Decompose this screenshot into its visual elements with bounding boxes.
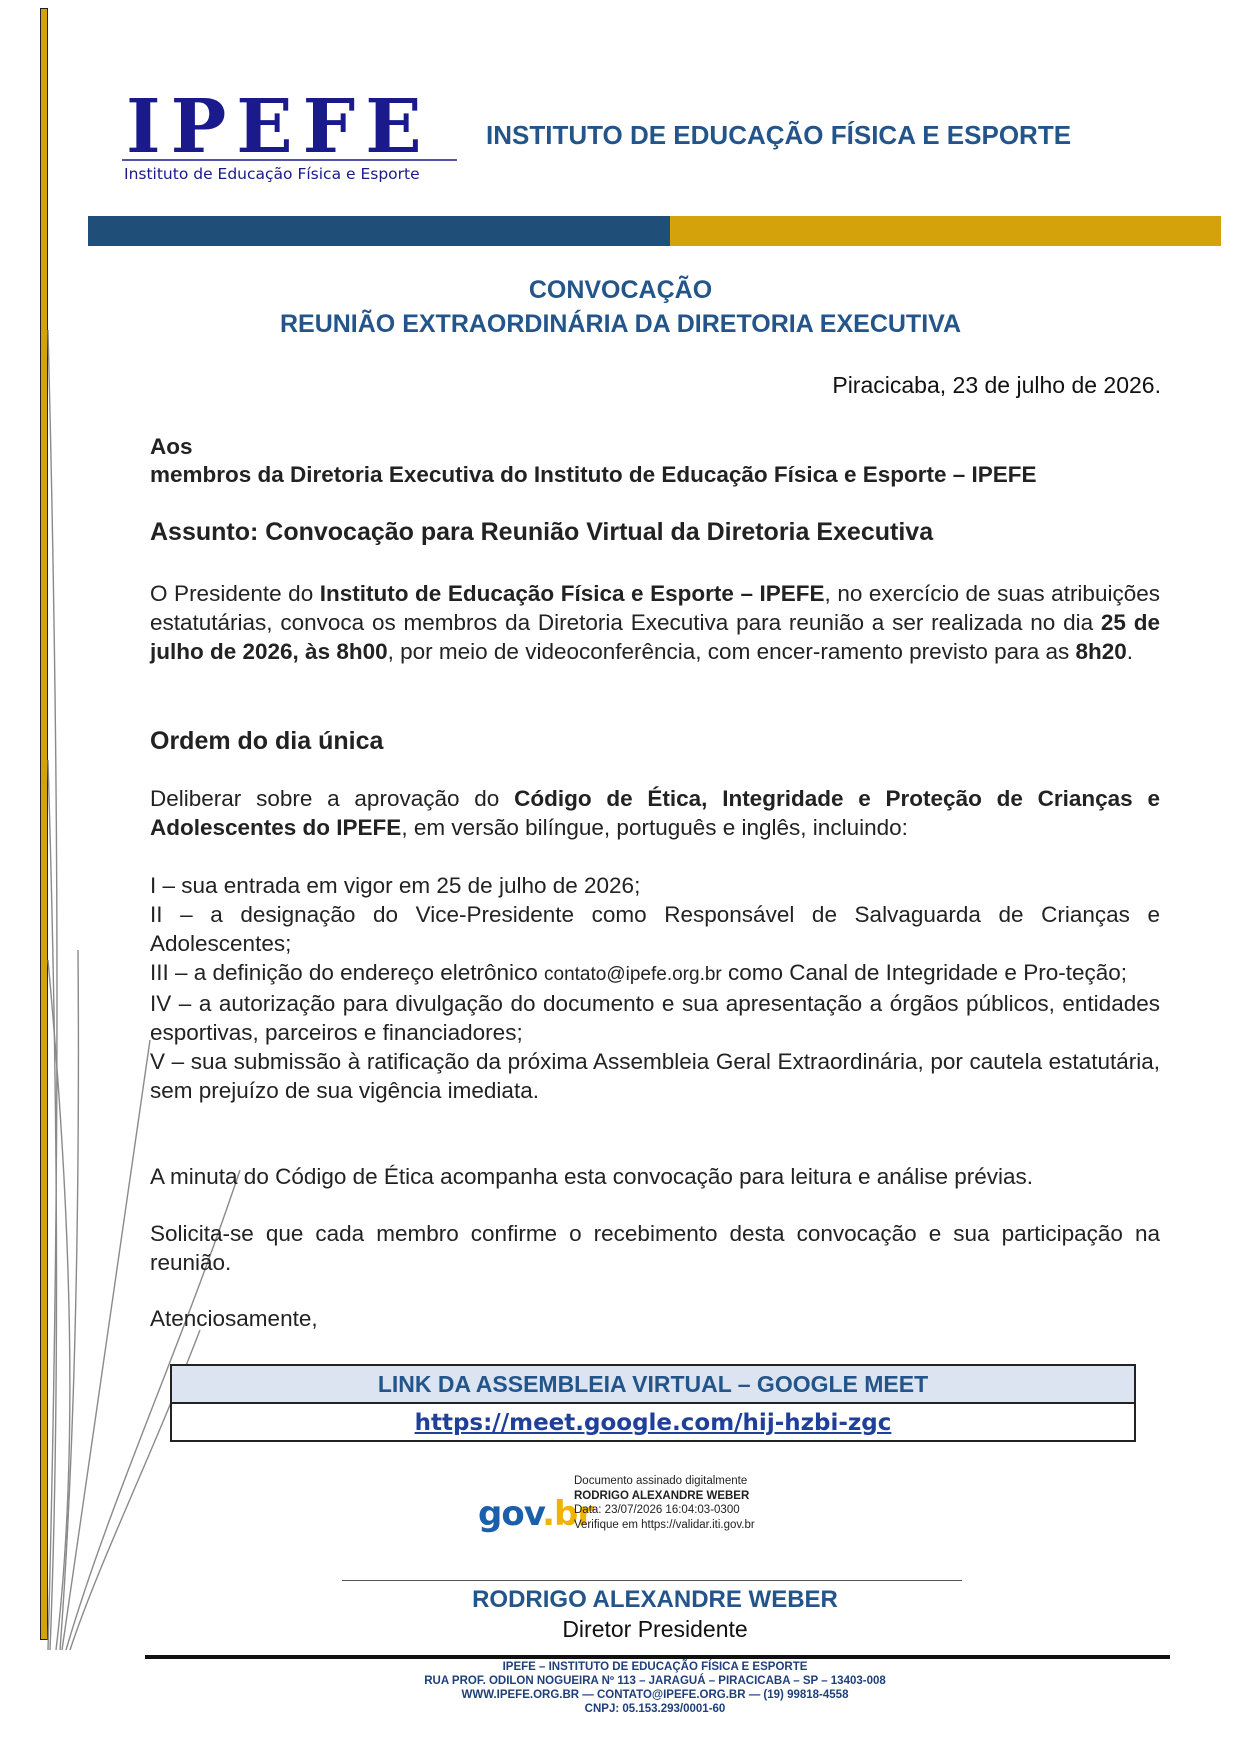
list-item: IV – a autorização para divulgação do documento e sua apresentação a órgãos públicos, entidades esportivas, parceiros e financiadores; (150, 991, 1160, 1045)
confirmation-paragraph: Solicita-se que cada membro confirme o recebimento desta convocação e sua participação na reunião. (150, 1221, 1160, 1275)
header-band-gold (670, 216, 1221, 246)
closing-text: Atenciosamente, (150, 1306, 318, 1331)
integrity-channel-email: contato@ipefe.org.br (544, 964, 722, 985)
list-item: I – sua entrada em vigor em 25 de julho de 2026; (150, 873, 641, 898)
footer-contact: WWW.IPEFE.ORG.BR — CONTATO@IPEFE.ORG.BR — (19) 99818-4558 (461, 1689, 849, 1701)
list-item: V – sua submissão à ratificação da próxima Assembleia Geral Extraordinária, por cautela estatutária, sem prejuízo de sua vigência imediata. (150, 1049, 1160, 1103)
meeting-link-row (172, 1404, 1134, 1442)
signature-details: Documento assinado digitalmente RODRIGO ALEXANDRE WEBER Data: 23/07/2026 16:04:03-0300 Verifique em https://validar.iti.gov.br (574, 1475, 755, 1531)
digital-signature-stamp (468, 1474, 788, 1554)
list-item: II – a designação do Vice-Presidente como Responsável de Salvaguarda de Crianças e Adolescentes; (150, 902, 1160, 956)
logo-subtitle: Instituto de Educação Física e Esporte (124, 165, 420, 183)
header-band-blue (88, 216, 670, 246)
addressee-line-1: Aos (150, 434, 193, 459)
meeting-link-header: LINK DA ASSEMBLEIA VIRTUAL – GOOGLE MEET (172, 1366, 1134, 1404)
addressee-line-2: membros da Diretoria Executiva do Instituto de Educação Física e Esporte – IPEFE (150, 462, 1037, 487)
meeting-link-box (170, 1364, 1136, 1442)
logo-text: IPEFE (126, 90, 432, 170)
list-item: III – a definição do endereço eletrônico contato@ipefe.org.br como Canal de Integridade e Pro-teção; (150, 960, 1127, 985)
document-subtitle: REUNIÃO EXTRAORDINÁRIA DA DIRETORIA EXECUTIVA (279, 310, 962, 338)
footer-cnpj: CNPJ: 05.153.293/0001-60 (584, 1703, 726, 1715)
govbr-logo: gov.br (478, 1494, 594, 1534)
institution-title: INSTITUTO DE EDUCAÇÃO FÍSICA E ESPORTE (486, 120, 1072, 150)
footer-address: RUA PROF. ODILON NOGUEIRA Nº 113 – JARAGUÁ – PIRACICABA – SP – 13403-008 (424, 1675, 886, 1687)
footer-institution: IPEFE – INSTITUTO DE EDUCAÇÃO FÍSICA E ESPORTE (502, 1661, 808, 1673)
document-title: CONVOCAÇÃO (528, 276, 713, 304)
decorative-curves (0, 0, 260, 1700)
subject-heading: Assunto: Convocação para Reunião Virtual da Diretoria Executiva (150, 518, 934, 546)
convocation-paragraph: O Presidente do Instituto de Educação Física e Esporte – IPEFE, no exercício de suas atribuições estatutárias, convoca os membros da Diretoria Executiva para reunião a ser realizada no dia 25 de julho de 2026, às 8h00, por meio de videoconferência, com encer-ramento previsto para as 8h20. (150, 581, 1160, 664)
agenda-heading: Ordem do dia única (150, 727, 384, 755)
document-date: Piracicaba, 23 de julho de 2026. (832, 372, 1161, 398)
agenda-paragraph: Deliberar sobre a aprovação do Código de Ética, Integridade e Proteção de Crianças e Adolescentes do IPEFE, em versão bilíngue, português e inglês, incluindo: (150, 786, 1160, 840)
footer-divider (145, 1655, 1170, 1659)
signer-role: Diretor Presidente (562, 1616, 748, 1642)
ipefe-logo (122, 90, 457, 190)
draft-paragraph: A minuta do Código de Ética acompanha esta convocação para leitura e análise prévias. (150, 1164, 1034, 1189)
agenda-items-list (150, 871, 1160, 1105)
signer-name: RODRIGO ALEXANDRE WEBER (472, 1586, 838, 1613)
google-meet-link[interactable]: https://meet.google.com/hij-hzbi-zgc (414, 1410, 892, 1436)
signature-line (342, 1580, 962, 1581)
